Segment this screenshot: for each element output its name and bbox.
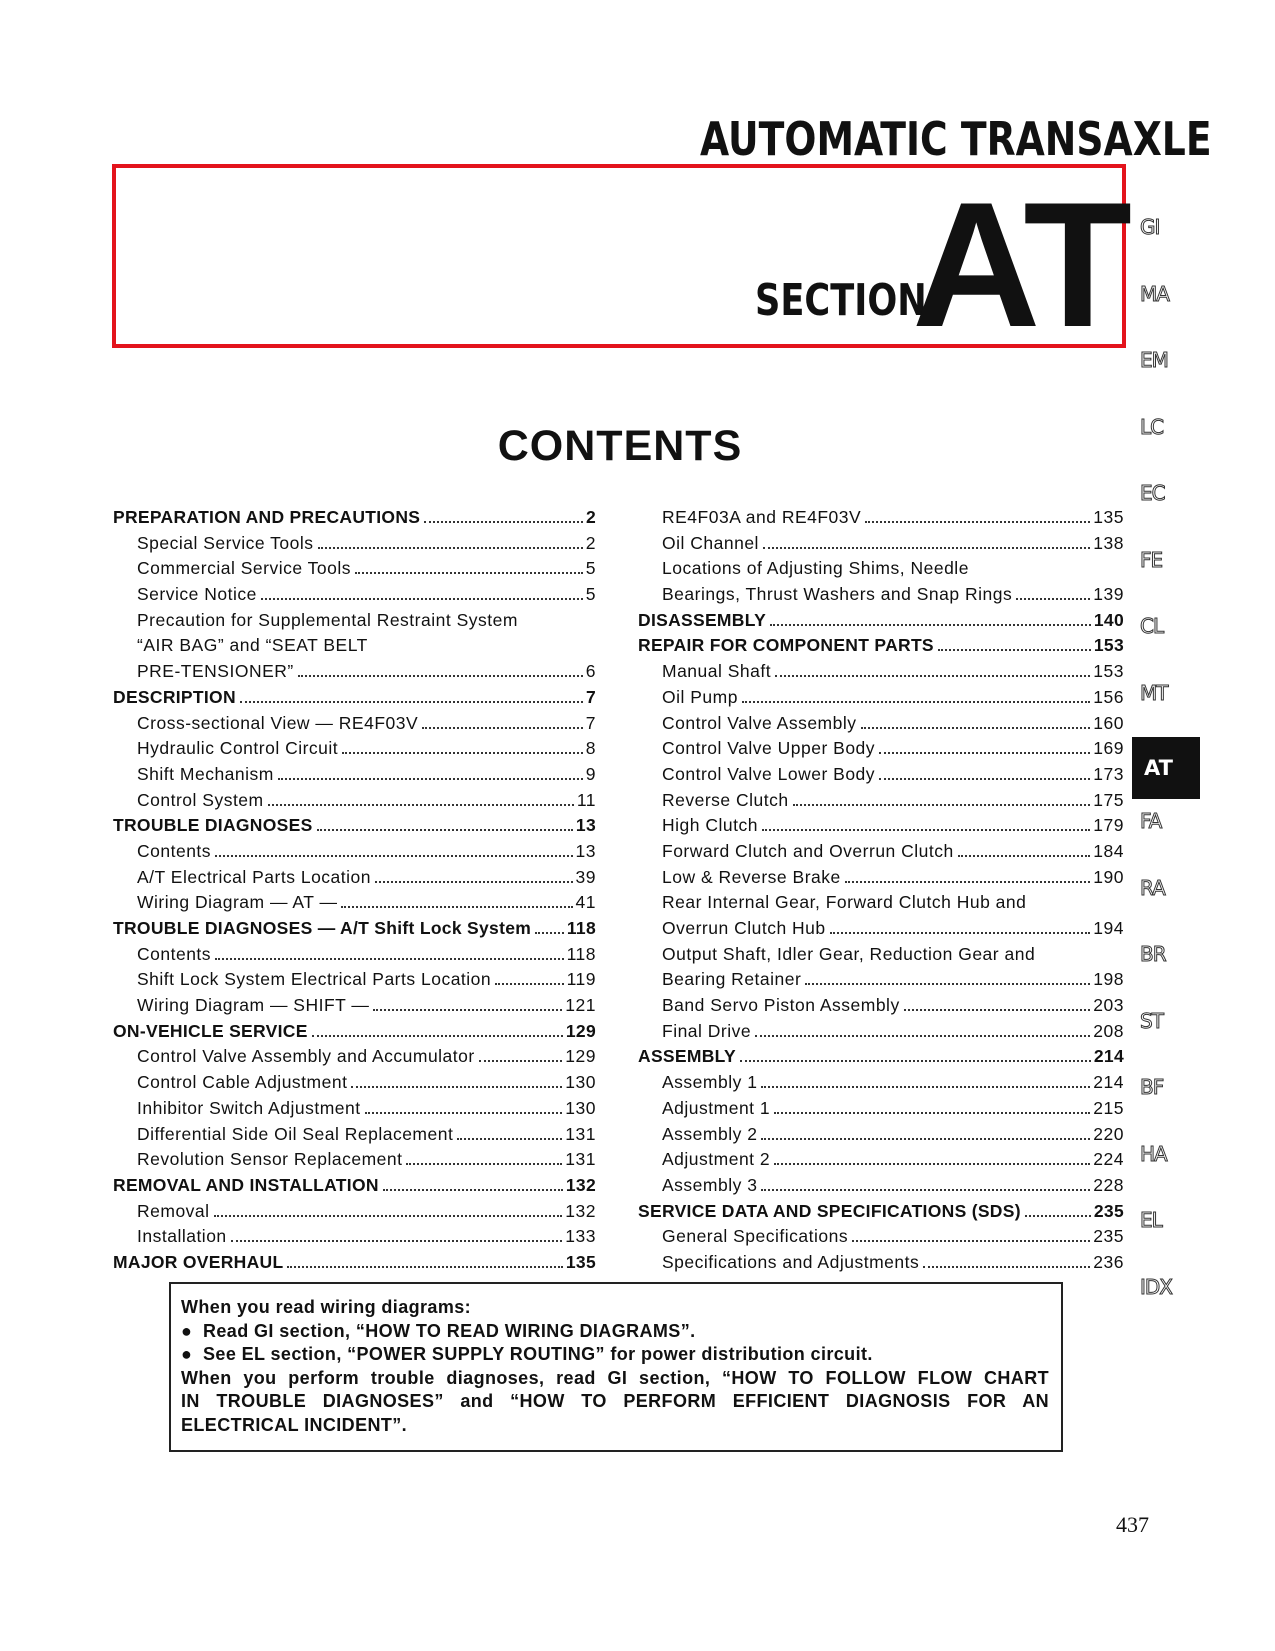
toc-page-number: 131: [565, 1123, 596, 1144]
toc-leader-dots: [406, 1163, 562, 1165]
toc-leader-dots: [775, 675, 1090, 677]
section-tab-fe[interactable]: FE: [1140, 547, 1163, 572]
toc-subentry: [638, 993, 1124, 1019]
toc-subentry: [113, 1147, 596, 1173]
toc-subentry: [113, 1199, 596, 1225]
toc-leader-dots: [865, 521, 1090, 523]
toc-entry-title: Removal: [137, 1200, 210, 1221]
toc-page-number: 129: [565, 1020, 596, 1041]
toc-subentry: [113, 942, 596, 968]
toc-page-number: 214: [1093, 1072, 1124, 1093]
toc-leader-dots: [318, 547, 583, 549]
toc-section-entry: [113, 916, 596, 942]
toc-entry-title: TROUBLE DIAGNOSES: [113, 815, 313, 836]
toc-section-entry: [113, 813, 596, 839]
toc-subentry: [638, 736, 1124, 762]
toc-page-number: 203: [1093, 995, 1124, 1016]
toc-page-number: 214: [1093, 1046, 1124, 1067]
toc-leader-dots: [805, 983, 1090, 985]
toc-page-number: 194: [1093, 918, 1124, 938]
toc-page-number: 153: [1093, 635, 1124, 656]
toc-leader-dots: [422, 727, 583, 729]
toc-entry-title: Contents: [137, 840, 212, 861]
toc-page-number: 2: [585, 507, 596, 527]
notice-paragraph-line: When you perform trouble diagnoses, read GI section, “HOW TO FOLLOW FLOW CHART: [181, 1367, 1049, 1388]
toc-leader-dots: [763, 547, 1090, 549]
toc-page-number: 228: [1093, 1174, 1124, 1195]
toc-entry-title: A/T Electrical Parts Location: [137, 866, 371, 887]
toc-leader-dots: [830, 932, 1091, 934]
toc-subentry: [638, 582, 1124, 608]
toc-subentry: [113, 1044, 596, 1070]
toc-subentry: [113, 633, 596, 659]
section-tab-ra[interactable]: RA: [1140, 875, 1165, 900]
toc-subentry: [638, 762, 1124, 788]
section-tab-idx[interactable]: IDX: [1140, 1274, 1172, 1299]
toc-page-number: 235: [1093, 1226, 1124, 1247]
toc-leader-dots: [770, 624, 1091, 626]
toc-entry-title: Control Valve Assembly: [662, 712, 857, 733]
toc-leader-dots: [774, 1163, 1090, 1165]
toc-leader-dots: [341, 906, 572, 908]
toc-page-number: 220: [1093, 1123, 1124, 1144]
bullet-icon: ●: [181, 1344, 193, 1364]
toc-subentry: [638, 916, 1124, 942]
toc-section-entry: [113, 1250, 596, 1276]
toc-page-number: 129: [565, 1046, 596, 1067]
toc-subentry: [638, 531, 1124, 557]
toc-subentry: [638, 788, 1124, 814]
toc-leader-dots: [845, 881, 1091, 883]
toc-page-number: 184: [1093, 840, 1124, 861]
toc-leader-dots: [1025, 1215, 1091, 1217]
toc-page-number: 130: [565, 1097, 596, 1118]
toc-page-number: 133: [565, 1226, 596, 1247]
toc-subentry: [113, 890, 596, 916]
toc-subentry: [638, 942, 1124, 968]
toc-leader-dots: [879, 778, 1090, 780]
section-tab-cl[interactable]: CL: [1140, 614, 1164, 638]
toc-entry-title: Low & Reverse Brake: [662, 866, 841, 887]
toc-page-number: 135: [565, 1251, 596, 1272]
toc-leader-dots: [278, 778, 583, 780]
toc-leader-dots: [268, 804, 574, 806]
toc-leader-dots: [774, 1112, 1090, 1114]
toc-entry-title: Oil Pump: [662, 686, 738, 707]
toc-section-entry: [638, 608, 1124, 634]
wiring-notice-box: [169, 1282, 1063, 1452]
toc-leader-dots: [1016, 598, 1090, 600]
toc-page-number: 13: [575, 840, 596, 861]
toc-entry-title: REPAIR FOR COMPONENT PARTS: [638, 635, 934, 656]
toc-leader-dots: [457, 1138, 562, 1140]
section-tab-mt[interactable]: MT: [1140, 680, 1168, 705]
section-tab-gi[interactable]: GI: [1140, 215, 1160, 239]
toc-page-number: 208: [1093, 1020, 1124, 1041]
toc-subentry: [113, 608, 596, 634]
toc-entry-title: “AIR BAG” and “SEAT BELT: [137, 635, 368, 656]
toc-page-number: 235: [1093, 1200, 1124, 1221]
toc-entry-title: Forward Clutch and Overrun Clutch: [662, 840, 954, 861]
toc-entry-title: Wiring Diagram — AT —: [137, 892, 338, 913]
toc-page-number: 118: [566, 918, 596, 938]
toc-leader-dots: [342, 752, 583, 754]
toc-left-column: [113, 505, 596, 1276]
toc-page-number: 131: [565, 1149, 596, 1170]
toc-entry-title: Final Drive: [662, 1020, 752, 1041]
toc-subentry: [113, 1224, 596, 1250]
toc-page-number: 7: [585, 686, 596, 707]
toc-entry-title: REMOVAL AND INSTALLATION: [113, 1174, 379, 1195]
toc-section-entry: [113, 505, 596, 531]
toc-subentry: [638, 505, 1124, 531]
toc-subentry: [113, 659, 596, 685]
toc-entry-title: Reverse Clutch: [662, 789, 789, 810]
toc-page-number: 198: [1093, 969, 1124, 990]
toc-leader-dots: [852, 1240, 1090, 1242]
toc-page-number: 8: [585, 738, 596, 759]
toc-leader-dots: [215, 958, 564, 960]
bullet-icon: ●: [181, 1320, 193, 1341]
toc-entry-title: Output Shaft, Idler Gear, Reduction Gear and: [662, 943, 1036, 964]
section-tab-at[interactable]: AT: [1132, 737, 1200, 799]
toc-leader-dots: [312, 1035, 563, 1037]
section-tab-fa[interactable]: FA: [1140, 809, 1162, 833]
toc-section-entry: [638, 1199, 1124, 1225]
toc-leader-dots: [958, 855, 1091, 857]
toc-subentry: [113, 839, 596, 865]
toc-page-number: 121: [565, 995, 596, 1016]
toc-entry-title: Control Valve Upper Body: [662, 738, 876, 759]
toc-page-number: 119: [566, 969, 596, 990]
toc-entry-title: Manual Shaft: [662, 661, 772, 682]
toc-subentry: [113, 556, 596, 582]
toc-page-number: 224: [1093, 1149, 1124, 1170]
toc-entry-title: High Clutch: [662, 815, 758, 836]
toc-leader-dots: [355, 572, 583, 574]
toc-entry-title: Special Service Tools: [137, 532, 314, 553]
toc-entry-title: PREPARATION AND PRECAUTIONS: [113, 507, 421, 527]
toc-entry-title: Bearings, Thrust Washers and Snap Rings: [662, 584, 1013, 605]
toc-entry-title: Contents: [137, 943, 212, 964]
toc-entry-title: Shift Mechanism: [137, 763, 274, 784]
toc-entry-title: Oil Channel: [662, 532, 759, 553]
toc-section-entry: [113, 1019, 596, 1045]
toc-entry-title: Specifications and Adjustments: [662, 1251, 920, 1272]
toc-section-entry: [113, 685, 596, 711]
section-tab-br[interactable]: BR: [1140, 942, 1166, 966]
toc-entry-title: RE4F03A and RE4F03V: [662, 507, 862, 527]
notice-bullet-text: See EL section, “POWER SUPPLY ROUTING” for power distribution circuit.: [203, 1344, 873, 1364]
toc-page-number: 138: [1093, 532, 1124, 553]
toc-entry-title: Control Valve Assembly and Accumulator: [137, 1046, 475, 1067]
page-number: 437: [1116, 1512, 1149, 1537]
toc-leader-dots: [424, 521, 583, 523]
section-label: SECTION: [755, 275, 927, 326]
toc-page-number: 41: [575, 892, 596, 913]
toc-subentry: [638, 839, 1124, 865]
document-title: AUTOMATIC TRANSAXLE: [700, 112, 1212, 166]
toc-page-number: 5: [585, 558, 596, 579]
toc-page-number: 132: [565, 1174, 596, 1195]
toc-section-entry: [638, 633, 1124, 659]
toc-entry-title: ASSEMBLY: [638, 1046, 737, 1067]
toc-page-number: 140: [1093, 609, 1124, 630]
toc-subentry: [638, 813, 1124, 839]
toc-page-number: 9: [585, 763, 596, 784]
toc-subentry: [638, 1250, 1124, 1276]
toc-subentry: [113, 711, 596, 737]
toc-leader-dots: [298, 675, 583, 677]
toc-right-column: [638, 505, 1124, 1276]
toc-page-number: 130: [565, 1072, 596, 1093]
toc-entry-title: Cross-sectional View — RE4F03V: [137, 712, 419, 733]
toc-page-number: 190: [1093, 866, 1124, 887]
section-tab-ma[interactable]: MA: [1140, 281, 1169, 306]
section-tab-bf[interactable]: BF: [1140, 1075, 1164, 1099]
section-tab-ha[interactable]: HA: [1140, 1141, 1167, 1166]
toc-subentry: [638, 890, 1124, 916]
toc-subentry: [113, 582, 596, 608]
toc-page-number: 7: [585, 712, 596, 733]
notice-paragraph-line: IN TROUBLE DIAGNOSES” and “HOW TO PERFORM EFFICIENT DIAGNOSIS FOR AN: [181, 1391, 1049, 1411]
toc-leader-dots: [479, 1060, 563, 1062]
toc-entry-title: Hydraulic Control Circuit: [137, 738, 339, 759]
section-tabs: [1132, 205, 1200, 1331]
toc-entry-title: Revolution Sensor Replacement: [137, 1149, 403, 1170]
toc-entry-title: Service Notice: [137, 584, 257, 605]
toc-subentry: [638, 1147, 1124, 1173]
toc-leader-dots: [375, 881, 573, 883]
toc-leader-dots: [365, 1112, 563, 1114]
toc-entry-title: Adjustment 2: [662, 1149, 771, 1170]
toc-entry-title: Bearing Retainer: [662, 969, 802, 990]
toc-page-number: 13: [575, 815, 596, 836]
toc-page-number: 6: [585, 661, 596, 682]
toc-page-number: 39: [575, 866, 596, 887]
toc-leader-dots: [383, 1189, 563, 1191]
notice-bullet-text: Read GI section, “HOW TO READ WIRING DIAGRAMS”.: [203, 1320, 696, 1341]
section-tab-lc[interactable]: LC: [1140, 414, 1164, 439]
toc-subentry: [113, 967, 596, 993]
toc-entry-title: DISASSEMBLY: [638, 609, 767, 630]
toc-subentry: [638, 1096, 1124, 1122]
toc-page-number: 175: [1093, 789, 1124, 810]
toc-entry-title: Installation: [137, 1226, 227, 1247]
toc-subentry: [638, 967, 1124, 993]
toc-page-number: 135: [1093, 507, 1124, 527]
toc-section-entry: [113, 1173, 596, 1199]
toc-entry-title: Wiring Diagram — SHIFT —: [137, 995, 370, 1016]
toc-leader-dots: [351, 1086, 562, 1088]
toc-leader-dots: [761, 1086, 1090, 1088]
toc-subentry: [113, 993, 596, 1019]
toc-subentry: [638, 556, 1124, 582]
toc-page-number: 236: [1093, 1251, 1124, 1272]
toc-page-number: 153: [1093, 661, 1124, 682]
notice-bullet: [181, 1320, 1049, 1344]
toc-leader-dots: [923, 1266, 1090, 1268]
toc-subentry: [638, 685, 1124, 711]
toc-subentry: [113, 1070, 596, 1096]
toc-page-number: 173: [1093, 763, 1124, 784]
toc-entry-title: SERVICE DATA AND SPECIFICATIONS (SDS): [638, 1200, 1021, 1221]
toc-leader-dots: [742, 701, 1090, 703]
toc-page-number: 132: [565, 1200, 596, 1221]
toc-subentry: [638, 659, 1124, 685]
toc-entry-title: ON-VEHICLE SERVICE: [113, 1020, 308, 1041]
toc-leader-dots: [755, 1035, 1090, 1037]
toc-entry-title: Differential Side Oil Seal Replacement: [137, 1123, 454, 1144]
toc-subentry: [638, 711, 1124, 737]
toc-entry-title: Shift Lock System Electrical Parts Location: [137, 969, 492, 990]
toc-page-number: 160: [1093, 712, 1124, 733]
toc-subentry: [113, 1096, 596, 1122]
toc-entry-title: Control Valve Lower Body: [662, 763, 876, 784]
toc-page-number: 215: [1093, 1097, 1124, 1118]
toc-entry-title: Adjustment 1: [662, 1097, 771, 1118]
toc-entry-title: Overrun Clutch Hub: [662, 918, 826, 938]
notice-bullet: [181, 1343, 1049, 1367]
toc-entry-title: Control Cable Adjustment: [137, 1072, 348, 1093]
toc-page-number: 5: [585, 584, 596, 605]
toc-leader-dots: [495, 983, 563, 985]
toc-leader-dots: [879, 752, 1090, 754]
toc-leader-dots: [240, 701, 583, 703]
toc-entry-title: PRE-TENSIONER”: [137, 661, 294, 682]
toc-subentry: [113, 865, 596, 891]
toc-leader-dots: [373, 1009, 562, 1011]
toc-subentry: [638, 1070, 1124, 1096]
toc-page-number: 169: [1093, 738, 1124, 759]
toc-leader-dots: [214, 1215, 563, 1217]
toc-subentry: [113, 531, 596, 557]
section-tab-ec[interactable]: EC: [1140, 481, 1165, 505]
toc-page-number: 156: [1093, 686, 1124, 707]
toc-entry-title: General Specifications: [662, 1226, 849, 1247]
toc-entry-title: Locations of Adjusting Shims, Needle: [662, 558, 969, 579]
toc-entry-title: Control System: [137, 789, 264, 810]
toc-leader-dots: [761, 1189, 1090, 1191]
toc-page-number: 118: [566, 943, 596, 964]
toc-entry-title: Band Servo Piston Assembly: [662, 995, 900, 1016]
toc-subentry: [113, 762, 596, 788]
toc-entry-title: TROUBLE DIAGNOSES — A/T Shift Lock System: [113, 918, 532, 938]
toc-subentry: [113, 1122, 596, 1148]
section-tab-el[interactable]: EL: [1140, 1208, 1162, 1232]
toc-subentry: [638, 865, 1124, 891]
toc-entry-title: Inhibitor Switch Adjustment: [137, 1097, 361, 1118]
toc-leader-dots: [231, 1240, 563, 1242]
toc-page-number: 11: [576, 789, 596, 810]
toc-leader-dots: [861, 727, 1091, 729]
toc-leader-dots: [261, 598, 583, 600]
toc-page-number: 139: [1093, 584, 1124, 605]
section-tab-st[interactable]: ST: [1140, 1008, 1163, 1033]
toc-page-number: 179: [1093, 815, 1124, 836]
toc-leader-dots: [535, 932, 564, 934]
toc-subentry: [113, 736, 596, 762]
contents-heading: CONTENTS: [497, 422, 743, 470]
toc-entry-title: MAJOR OVERHAUL: [113, 1251, 284, 1272]
toc-leader-dots: [317, 829, 573, 831]
toc-entry-title: Assembly 3: [662, 1174, 758, 1195]
toc-subentry: [638, 1224, 1124, 1250]
toc-entry-title: Rear Internal Gear, Forward Clutch Hub and: [662, 892, 1027, 913]
toc-entry-title: Precaution for Supplemental Restraint System: [137, 609, 518, 630]
toc-leader-dots: [740, 1060, 1091, 1062]
toc-leader-dots: [938, 649, 1091, 651]
toc-subentry: [638, 1122, 1124, 1148]
toc-leader-dots: [215, 855, 572, 857]
toc-subentry: [638, 1019, 1124, 1045]
toc-entry-title: Assembly 2: [662, 1123, 758, 1144]
section-code: AT: [912, 165, 1129, 364]
toc-leader-dots: [761, 1138, 1090, 1140]
toc-entry-title: DESCRIPTION: [113, 686, 236, 707]
toc-leader-dots: [904, 1009, 1091, 1011]
toc-leader-dots: [793, 804, 1091, 806]
section-tab-em[interactable]: EM: [1140, 348, 1168, 372]
toc-leader-dots: [762, 829, 1090, 831]
toc-entry-title: Assembly 1: [662, 1072, 758, 1093]
notice-heading: When you read wiring diagrams:: [181, 1297, 472, 1317]
toc-subentry: [638, 1173, 1124, 1199]
toc-leader-dots: [287, 1266, 562, 1268]
toc-page-number: 2: [585, 532, 596, 553]
toc-entry-title: Commercial Service Tools: [137, 558, 351, 579]
notice-paragraph-line: ELECTRICAL INCIDENT”.: [181, 1414, 408, 1435]
toc-section-entry: [638, 1044, 1124, 1070]
toc-subentry: [113, 788, 596, 814]
